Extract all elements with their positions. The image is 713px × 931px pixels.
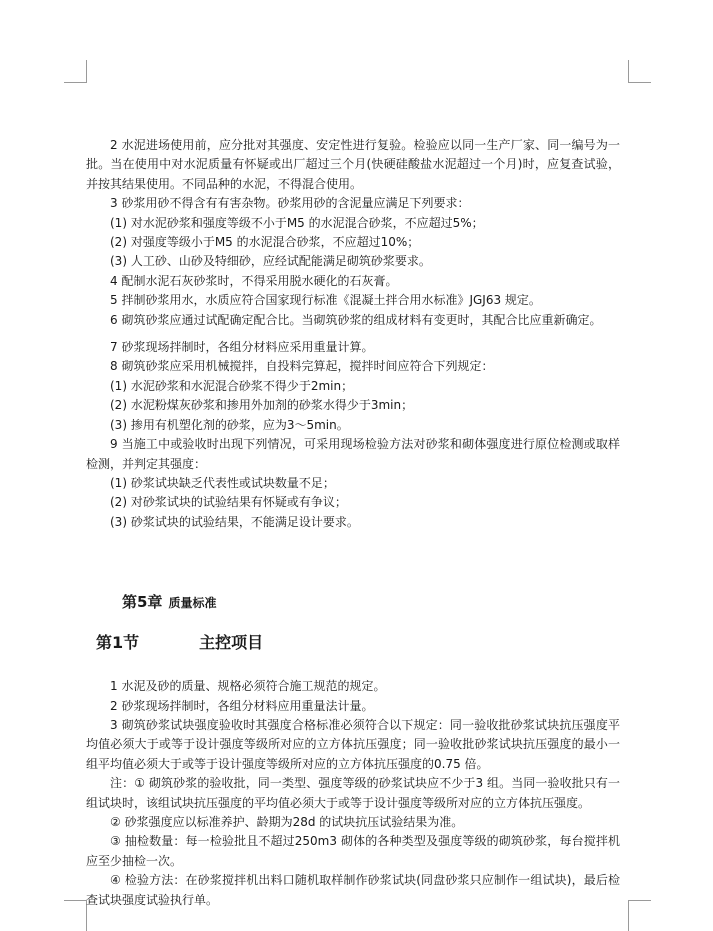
paragraph: 3 砌筑砂浆试块强度验收时其强度合格标准必须符合以下规定：同一验收批砂浆试块抗压强度平均值必须大于或等于设计强度等级所对应的立方体抗压强度；同一验收批砂浆试块抗压强度的最小一组平均值必须大于或等于设计强度等级所对应的立方体抗压强度的0.75 倍。 <box>86 717 620 771</box>
paragraph: 9 当施工中或验收时出现下列情况，可采用现场检验方法对砂浆和砌体强度进行原位检测或取样检测，并判定其强度： <box>86 437 620 471</box>
paragraph: 2 水泥进场使用前，应分批对其强度、安定性进行复验。检验应以同一生产厂家、同一编号为一批。当在使用中对水泥质量有怀疑或出厂超过三个月(快硬硅酸盐水泥超过一个月)时，应复查试验，并按其结果使用。不同品种的水泥，不得混合使用。 <box>86 138 620 191</box>
note-paragraph: 注：① 砌筑砂浆的验收批，同一类型、强度等级的砂浆试块应不少于3 组。当同一验收批只有一组试块时，该组试块抗压强度的平均值必须大于或等于设计强度等级所对应的立方体抗压强度。 <box>86 776 620 810</box>
crop-mark-top-right <box>628 60 651 83</box>
paragraph: 8 砌筑砂浆应采用机械搅拌，自投料完算起，搅拌时间应符合下列规定： <box>110 359 494 374</box>
section-number: 第1节 <box>96 633 140 653</box>
list-item: (1) 水泥砂浆和水泥混合砂浆不得少于2min； <box>110 378 354 393</box>
section-title: 主控项目 <box>199 633 264 653</box>
section-heading <box>96 631 620 655</box>
list-item: (2) 对强度等级小于M5 的水泥混合砂浆，不应超过10%； <box>110 235 420 250</box>
list-item: (3) 掺用有机塑化剂的砂浆，应为3～5min。 <box>110 417 349 432</box>
paragraph: 2 砂浆现场拌制时，各组分材料应用重量法计量。 <box>110 698 374 713</box>
paragraph: 3 砂浆用砂不得含有有害杂物。砂浆用砂的含泥量应满足下列要求： <box>110 196 470 211</box>
paragraph: 4 配制水泥石灰砂浆时，不得采用脱水硬化的石灰膏。 <box>110 273 398 288</box>
crop-mark-top-left <box>64 60 87 83</box>
crop-mark-bottom-left <box>64 900 87 931</box>
list-item: (2) 水泥粉煤灰砂浆和掺用外加剂的砂浆水得少于3min； <box>110 398 414 413</box>
note-paragraph: ④ 检验方法：在砂浆搅拌机出料口随机取样制作砂浆试块(同盘砂浆只应制作一组试块)，最后检查试块强度试验执行单。 <box>86 873 620 907</box>
chapter-title: 质量标准 <box>168 596 217 611</box>
chapter-heading <box>122 590 620 615</box>
document-body <box>86 136 620 910</box>
note-paragraph: ③ 抽检数量：每一检验批且不超过250m3 砌体的各种类型及强度等级的砌筑砂浆，每台搅拌机应至少抽检一次。 <box>86 834 620 868</box>
list-item: (3) 砂浆试块的试验结果，不能满足设计要求。 <box>110 514 359 529</box>
crop-mark-bottom-right <box>628 900 651 931</box>
list-item: (3) 人工砂、山砂及特细砂，应经试配能满足砌筑砂浆要求。 <box>110 254 431 269</box>
paragraph: 1 水泥及砂的质量、规格必须符合施工规范的规定。 <box>110 679 386 694</box>
chapter-number: 第5章 <box>122 593 163 612</box>
note-paragraph: ② 砂浆强度应以标准养护、龄期为28d 的试块抗压试验结果为准。 <box>110 814 464 829</box>
list-item: (1) 砂浆试块缺乏代表性或试块数量不足； <box>110 475 335 490</box>
paragraph: 5 拌制砂浆用水，水质应符合国家现行标准《混凝土拌合用水标准》JGJ63 规定。 <box>110 293 541 308</box>
list-item: (2) 对砂浆试块的试验结果有怀疑或有争议； <box>110 495 347 510</box>
paragraph: 7 砂浆现场拌制时，各组分材料应采用重量计算。 <box>110 340 374 355</box>
paragraph: 6 砌筑砂浆应通过试配确定配合比。当砌筑砂浆的组成材料有变更时，其配合比应重新确定。 <box>110 312 602 327</box>
list-item: (1) 对水泥砂浆和强度等级不小于M5 的水泥混合砂浆，不应超过5%； <box>110 215 484 230</box>
